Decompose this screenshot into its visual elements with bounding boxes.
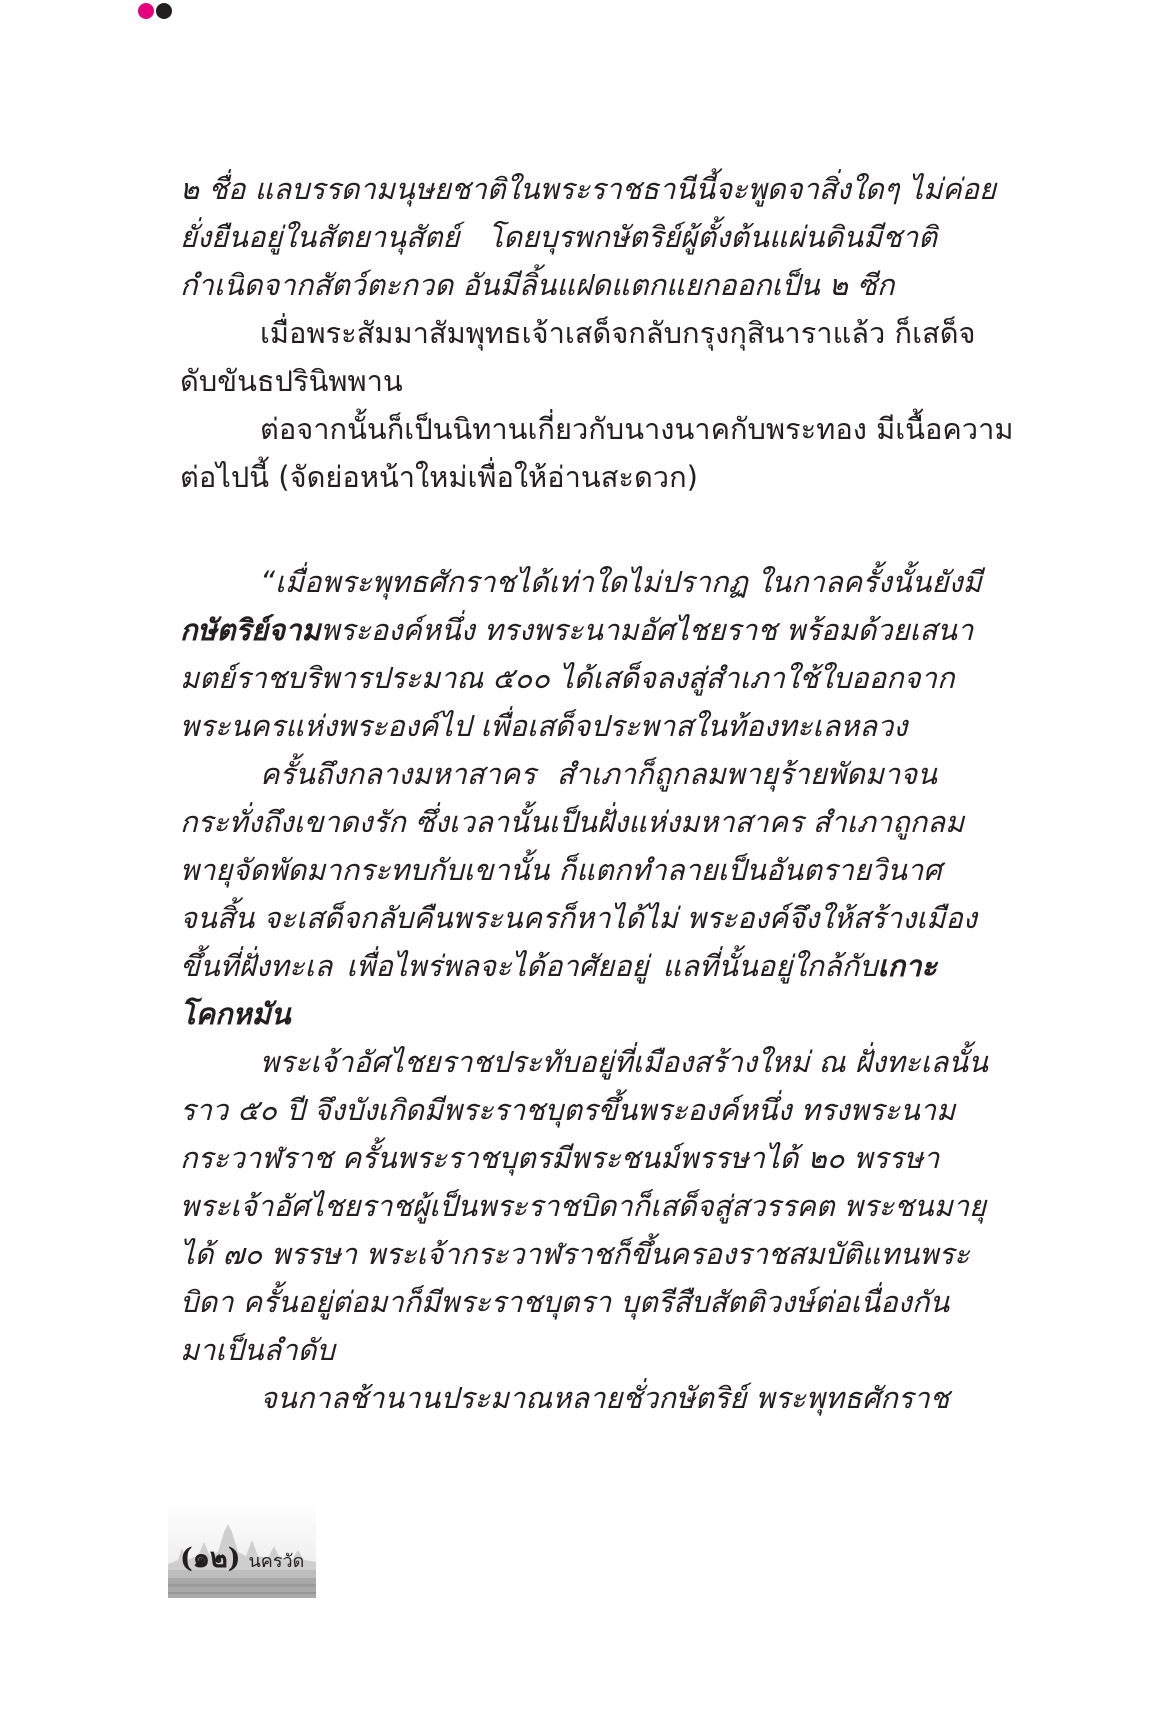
black-dot-icon [156,3,172,19]
bold-term: กษัตริย์จาม [180,613,321,647]
magenta-dot-icon [138,3,154,19]
text-line: ต่อจากนั้นก็เป็นนิทานเกี่ยวกับนางนาคกับพระทอง มีเนื้อความ [260,412,1014,446]
text-line: มาเป็นลำดับ [180,1333,335,1367]
text-line: ขึ้นที่ฝั่งทะเล เพื่อไพร่พลจะได้อาศัยอยู่ แลที่นั้นอยู่ใกล้กับเกาะ [180,949,937,983]
page-number: (๑๒) [180,1543,241,1574]
page-footer [168,1502,316,1598]
text-line: กำเนิดจากสัตว์ตะกวด อันมีลิ้นแฝดแตกแยกออกเป็น ๒ ซีก [180,268,895,302]
page-body [180,165,1014,1422]
text-line [180,990,937,1038]
text-line: ครั้นถึงกลางมหาสาคร สำเภาก็ถูกลมพายุร้ายพัดมาจน [260,757,937,791]
paragraph-intro [180,165,1014,501]
text-line: จนสิ้น จะเสด็จกลับคืนพระนครก็หาได้ไม่ พระองค์จึงให้สร้างเมือง [180,901,977,935]
decorative-dots [138,3,172,19]
text-line: พายุจัดพัดมากระทบกับเขานั้น ก็แตกทำลายเป็นอันตรายวินาศ [180,853,942,887]
text-line: กระวาฬราช ครั้นพระราชบุตรมีพระชนม์พรรษาได้ ๒๐ พรรษา [180,1141,940,1175]
text-line: กษัตริย์จามพระองค์หนึ่ง ทรงพระนามอัศไชยราช พร้อมด้วยเสนา [180,613,974,647]
text-line: ราว ๕๐ ปี จึงบังเกิดมีพระราชบุตรขึ้นพระองค์หนึ่ง ทรงพระนาม [180,1093,956,1127]
text-line: ต่อไปนี้ (จัดย่อหน้าใหม่เพื่อให้อ่านสะดวก) [180,460,698,494]
text-line: บิดา ครั้นอยู่ต่อมาก็มีพระราชบุตรา บุตรีสืบสัตติวงษ์ต่อเนื่องกัน [180,1285,950,1319]
text-line: “เมื่อพระพุทธศักราชได้เท่าใดไม่ปรากฏ ในกาลครั้งนั้นยังมี [260,565,982,599]
text-line: มตย์ราชบริพารประมาณ ๕๐๐ ได้เสด็จลงสู่สำเภาใช้ใบออกจาก [180,661,955,695]
text-line: ดับขันธปรินิพพาน [180,364,403,398]
text-line: พระนครแห่งพระองค์ไป เพื่อเสด็จประพาสในท้องทะเลหลวง [180,709,908,743]
text-line: ๒ ชื่อ แลบรรดามนุษยชาติในพระราชธานีนี้จะพูดจาสิ่งใดๆ ไม่ค่อย [180,172,997,206]
bold-term: โคกหมัน [180,997,291,1031]
quoted-passage [180,558,988,1422]
text-line: ยั่งยืนอยู่ในสัตยานุสัตย์ โดยบุรพกษัตริย์ผู้ตั้งต้นแผ่นดินมีชาติ [180,220,937,254]
text-line: ได้ ๗๐ พรรษา พระเจ้ากระวาฬราชก็ขึ้นครองราชสมบัติแทนพระ [180,1237,970,1271]
bold-term: เกาะ [877,949,937,983]
book-title: นครวัด [248,1551,305,1572]
text-line: พระเจ้าอัศไชยราชประทับอยู่ที่เมืองสร้างใหม่ ณ ฝั่งทะเลนั้น [260,1045,988,1079]
text-line: พระเจ้าอัศไชยราชผู้เป็นพระราชบิดาก็เสด็จสู่สวรรคต พระชนมายุ [180,1189,987,1223]
text-line: จนกาลช้านานประมาณหลายชั่วกษัตริย์ พระพุทธศักราช [260,1381,950,1415]
text-line: กระทั่งถึงเขาดงรัก ซึ่งเวลานั้นเป็นฝั่งแห่งมหาสาคร สำเภาถูกลม [180,805,965,839]
text-line: เมื่อพระสัมมาสัมพุทธเจ้าเสด็จกลับกรุงกุสินาราแล้ว ก็เสด็จ [260,316,976,350]
